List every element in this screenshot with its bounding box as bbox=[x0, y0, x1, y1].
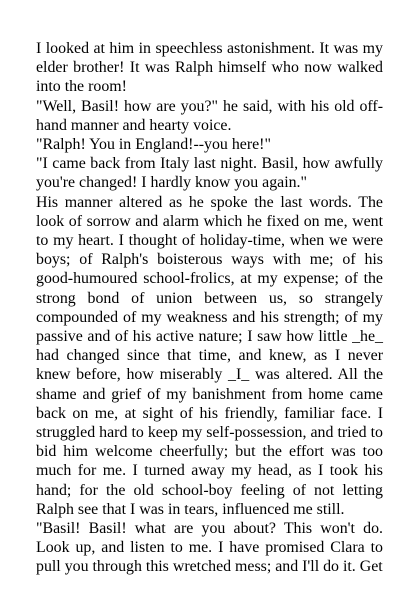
paragraph-manner-altered: His manner altered as he spoke the last words. The look of sorrow and alarm which he fixed on me, went to my heart. I thought of holiday-time, when we were boys; of Ralph's boisterous ways with me; of his good-humoured school-frolics, at my expense; of the strong bond of union between us, so strangely compounded of my weakness and his strength; of my passive and of his active nature; I saw how little _he_ had changed since that time, and knew, as I never knew before, how miserably _I_ was altered. All the shame and grief of my banishment from home came back on me, at sight of his friendly, familiar face. I struggled hard to keep my self-possession, and tried to bid him welcome cheerfully; but the effort was too much for me. I turned away my head, as I took his hand; for the old school-boy feeling of not letting Ralph see that I was in tears, influenced me still. bbox=[36, 193, 383, 518]
paragraph-basil-look-up: "Basil! Basil! what are you about? This won't do. Look up, and listen to me. I have promised Clara to pull you through this wretched mess; and I'll do it. Get bbox=[36, 520, 383, 576]
paragraph-back-from-italy: "I came back from Italy last night. Basil, how awfully you're changed! I hardly know you again." bbox=[36, 155, 383, 192]
paragraph-ralph-greeting: "Well, Basil! how are you?" he said, with his old off-hand manner and hearty voice. bbox=[36, 97, 383, 134]
paragraph-astonishment: I looked at him in speechless astonishment. It was my elder brother! It was Ralph himself who now walked into the room! bbox=[36, 40, 383, 96]
paragraph-basil-exclaims: "Ralph! You in England!--you here!" bbox=[36, 136, 271, 154]
body-text bbox=[36, 39, 383, 577]
